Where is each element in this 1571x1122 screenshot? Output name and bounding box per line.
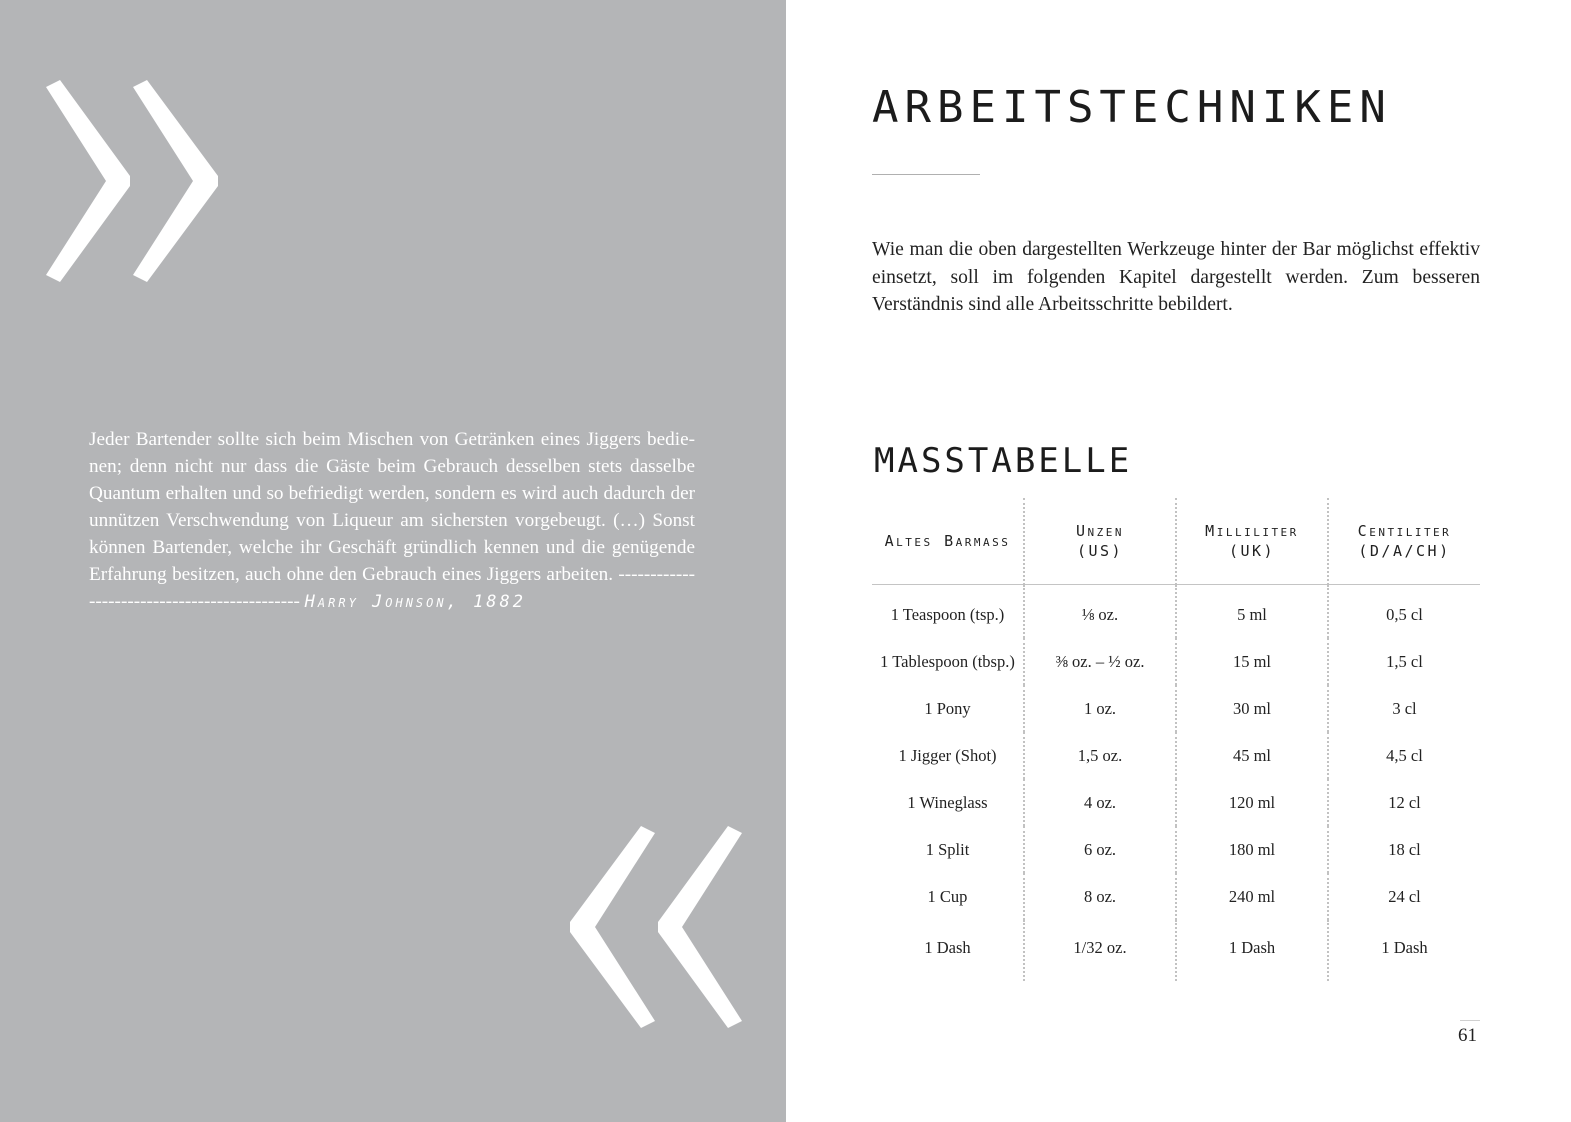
table-cell: 12 cl [1328,779,1480,826]
table-cell: ⅛ oz. [1024,585,1176,639]
table-row [872,732,1480,779]
table-cell: 1 Jigger (Shot) [898,745,997,765]
table-row [872,873,1480,920]
quote-author: Harry Johnson, 1882 [304,592,527,612]
header-milliliter [1176,498,1328,585]
table-cell: 5 ml [1176,585,1328,639]
table-cell: 1 Split [925,839,970,859]
table-header-row [872,498,1480,585]
header-line: (UK) [1228,542,1276,560]
table-cell: 4 oz. [1024,779,1176,826]
quote-body: Jeder Bartender sollte sich beim Mischen von Getränken eines Jiggers bedienen; denn nicht nur dass die Gäste beim Gebrauch desselben stets dasselbe Quantum erhalten und so befriedigt werden, sondern es wird auch dadurch der unnützen Verschwendung von Liqueur am sichersten vorgebeugt. (…) Sonst können Bartender, welche ihr Geschäft gründlich kennen und die genügende Erfahrung besitzen, auch ohne den Gebrauch eines Jiggers arbeiten. [89,429,695,585]
table-cell: 1 Teaspoon (tsp.) [890,604,1005,624]
table-row [872,638,1480,685]
measurement-table [872,498,1480,981]
quote-close-icon [560,822,750,1037]
table-cell: 1 Dash [1176,920,1328,981]
table-row [872,920,1480,981]
section-title: MASSTABELLE [874,441,1133,481]
intro-paragraph: Wie man die oben dargestellten Werkzeuge hinter der Bar möglichst effektiv einsetzt, soll im folgenden Kapitel dargestellt werden. Zum besseren Verständnis sind alle Arbeitsschritte bebildert. [872,239,1480,315]
header-line: Milliliter [1205,522,1299,540]
table-cell: 1,5 cl [1328,638,1480,685]
table-cell: 0,5 cl [1328,585,1480,639]
page-number: 61 [1458,1025,1477,1046]
header-unzen [1024,498,1176,585]
table-row [872,779,1480,826]
table-cell: 240 ml [1176,873,1328,920]
table-row [872,826,1480,873]
table-row [872,585,1480,639]
table-cell: 18 cl [1328,826,1480,873]
table-cell: 180 ml [1176,826,1328,873]
quote-open-icon [38,76,228,291]
table-cell: 1 Dash [1328,920,1480,981]
table-cell: 1 Dash [924,937,971,957]
table-cell: 4,5 cl [1328,732,1480,779]
table-cell: 3 cl [1328,685,1480,732]
quote-text [89,426,695,616]
header-line: Unzen [1075,522,1125,540]
table-cell: 15 ml [1176,638,1328,685]
table-cell: 1 Wineglass [907,792,988,812]
title-divider [872,174,980,175]
page-title: ARBEITSTECHNIKEN [872,82,1392,133]
header-line: Altes Barmass [884,532,1011,550]
table-cell: 8 oz. [1024,873,1176,920]
table-cell: 1 Cup [927,886,968,906]
quote-separator: --------------------------------------------- [89,564,696,612]
table-cell: 30 ml [1176,685,1328,732]
table-cell: 1,5 oz. [1024,732,1176,779]
table-cell: 120 ml [1176,779,1328,826]
page-number-divider [1460,1020,1480,1021]
table-cell: 45 ml [1176,732,1328,779]
header-line: (US) [1076,542,1124,560]
table-cell: 6 oz. [1024,826,1176,873]
table-cell: 1/32 oz. [1024,920,1176,981]
header-altes-barmass [872,498,1024,585]
table-cell: 24 cl [1328,873,1480,920]
table-cell: 1 oz. [1024,685,1176,732]
header-centiliter [1328,498,1480,585]
table-cell: ⅜ oz. – ½ oz. [1024,638,1176,685]
table-cell: 1 Pony [924,698,971,718]
table-row [872,685,1480,732]
header-line: Centiliter [1357,522,1452,540]
table-cell: 1 Tablespoon (tbsp.) [880,651,1015,671]
header-line: (D/A/CH) [1358,542,1451,560]
